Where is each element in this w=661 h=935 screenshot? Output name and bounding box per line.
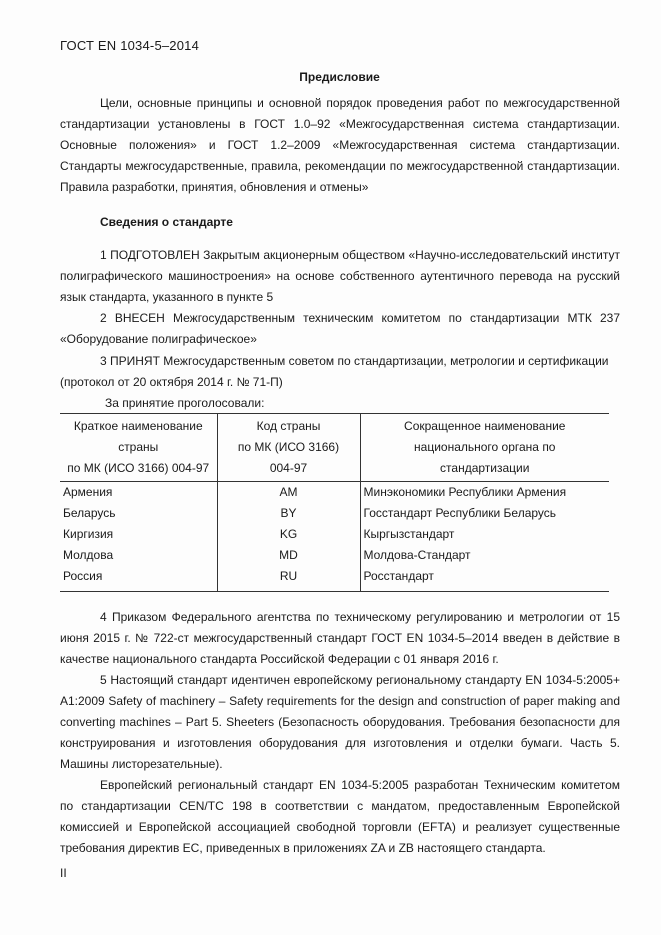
code-cell: BY <box>217 503 360 524</box>
header-line: страны <box>118 440 159 454</box>
standard-code-header: ГОСТ EN 1034-5–2014 <box>60 38 200 53</box>
info-heading: Сведения о стандарте <box>100 215 233 229</box>
country-cell: Беларусь <box>63 506 116 520</box>
header-line: национального органа по <box>414 440 556 454</box>
column-header-country <box>60 414 217 482</box>
voting-table <box>60 413 609 592</box>
item-1-paragraph: 1 ПОДГОТОВЛЕН Закрытым акционерным обществом «Научно-исследовательский институт полиграфического машиностроения» на основе собственного аутентичного перевода на русский язык стандарта, указанного в пункте 5 <box>60 248 620 304</box>
country-cell: Молдова <box>63 548 114 562</box>
page-title: Предисловие <box>299 70 380 84</box>
voted-label: За принятие проголосовали: <box>105 396 265 410</box>
table-row <box>60 545 609 566</box>
item-4-paragraph: 4 Приказом Федерального агентства по техническому регулированию и метрологии от 15 июня 2015 г. № 722-ст межгосударственный стандарт ГОСТ EN 1034-5–2014 введен в действие в качестве национального стандарта Российской Федерации с 01 января 2016 г. <box>60 610 620 666</box>
table-row <box>60 482 609 504</box>
header-line: Сокращенное наименование <box>404 419 566 433</box>
code-cell: AM <box>217 482 360 504</box>
code-cell: MD <box>217 545 360 566</box>
header-line: 004-97 <box>269 461 308 475</box>
header-line: Краткое наименование <box>73 419 203 433</box>
column-header-code <box>217 414 360 482</box>
item-2-paragraph: 2 ВНЕСЕН Межгосударственным техническим комитетом по стандартизации МТК 237 «Оборудование полиграфическое» <box>60 311 620 346</box>
body-cell: Кыргызстандарт <box>360 524 609 545</box>
country-cell: Армения <box>63 485 113 499</box>
european-standard-paragraph: Европейский региональный стандарт EN 1034-5:2005 разработан Техническим комитетом по стандартизации CEN/TC 198 в соответствии с мандатом, предоставленным Европейской комиссией и Европейской ассоциацией свободной торговли (EFTA) и реализует существенные требования директив ЕС, приведенных в приложениях ZA и ZB настоящего стандарта. <box>60 778 620 855</box>
header-line: по МК (ИСО 3166) <box>237 440 340 454</box>
table-row <box>60 524 609 545</box>
item-5-paragraph: 5 Настоящий стандарт идентичен европейскому региональному стандарту EN 1034-5:2005+ A1:2009 Safety of machinery – Safety requirements for the design and construction of paper making and converting machines – Part 5. Sheeters (Безопасность оборудования. Требования безопасности для конструирования и изготовления оборудования для изготовления и отделки бумаги. Часть 5. Машины листорезательные). <box>60 673 620 771</box>
table-row <box>60 566 609 592</box>
intro-paragraph: Цели, основные принципы и основной порядок проведения работ по межгосударственной стандартизации установлены в ГОСТ 1.0–92 «Межгосударственная система стандартизации. Основные положения» и ГОСТ 1.2–2009 «Межгосударственная система стандартизации. Стандарты межгосударственные, правила, рекомендации по межгосударственной стандартизации. Правила разработки, принятия, обновления и отмены» <box>60 96 620 194</box>
body-cell: Росстандарт <box>360 566 609 592</box>
body-cell: Госстандарт Республики Беларусь <box>360 503 609 524</box>
column-header-body <box>360 414 609 482</box>
header-line: Код страны <box>256 419 321 433</box>
body-cell: Молдова-Стандарт <box>360 545 609 566</box>
country-cell: Россия <box>60 566 217 592</box>
table-header-row <box>60 414 609 482</box>
item-3-line-2: (протокол от 20 октября 2014 г. № 71-П) <box>60 375 283 389</box>
body-cell: Минэкономики Республики Армения <box>360 482 609 504</box>
header-line: стандартизации <box>440 461 530 475</box>
country-cell: Киргизия <box>63 527 114 541</box>
header-line: по МК (ИСО 3166) 004-97 <box>67 461 210 475</box>
code-cell: KG <box>217 524 360 545</box>
page-number: II <box>60 866 67 880</box>
item-3-line-1: 3 ПРИНЯТ Межгосударственным советом по стандартизации, метрологии и сертификации <box>100 354 609 368</box>
code-cell: RU <box>217 566 360 592</box>
table-row <box>60 503 609 524</box>
